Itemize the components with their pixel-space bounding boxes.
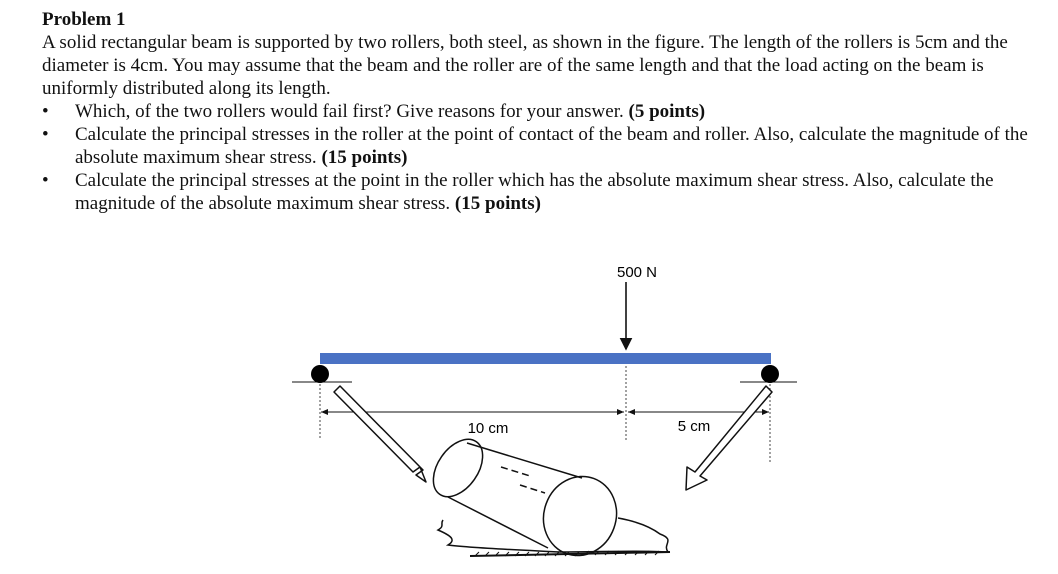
- dimension-label-left: 10 cm: [467, 420, 509, 437]
- load-label: 500 N: [616, 264, 658, 281]
- left-roller-support: [311, 365, 329, 383]
- roller-cylinder-sketch: [423, 430, 670, 566]
- left-hollow-arrow: [334, 386, 426, 482]
- question-points: (15 points): [454, 193, 541, 214]
- right-roller-support: [761, 365, 779, 383]
- dimension-label-right: 5 cm: [677, 418, 711, 435]
- question-text: Calculate the principal stresses in the roller at the point of contact of the beam and roller. Also, calculate the magnitude of the absolute maximum shear stress.: [75, 124, 1028, 168]
- problem-intro: A solid rectangular beam is supported by two rollers, both steel, as shown in the figure. The length of the rollers is 5cm and the diameter is 4cm. You may assume that the beam and the roller are of the same length and that the load acting on the beam is uniformly distributed along its length.: [42, 32, 1008, 99]
- question-points: (5 points): [628, 101, 706, 122]
- question-text: Calculate the principal stresses at the point in the roller which has the absolute maximum shear stress. Also, calculate the magnitude of the absolute maximum shear stress.: [75, 170, 994, 214]
- bullet-icon: •: [42, 101, 49, 122]
- problem-title: Problem 1: [42, 9, 126, 30]
- right-hollow-arrow: [686, 386, 772, 490]
- bullet-icon: •: [42, 170, 49, 191]
- beam: [320, 353, 771, 364]
- question-points: (15 points): [321, 147, 408, 168]
- question-text: Which, of the two rollers would fail first? Give reasons for your answer.: [75, 101, 624, 122]
- bullet-icon: •: [42, 124, 49, 145]
